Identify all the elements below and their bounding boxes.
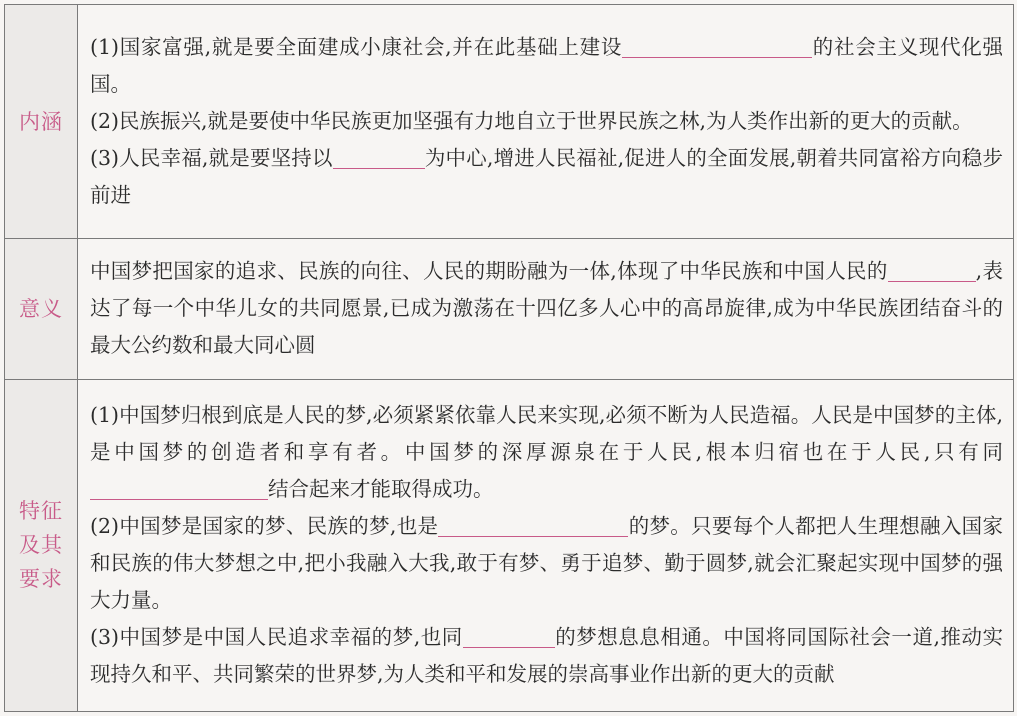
fill-in-blank[interactable] — [888, 259, 976, 282]
item-text: 结合起来才能取得成功。 — [268, 477, 494, 502]
table-row-connotation — [5, 5, 1014, 239]
fill-in-blank[interactable] — [333, 146, 425, 169]
row-label-significance: 意义 — [5, 239, 78, 379]
fill-in-blank[interactable] — [438, 514, 628, 537]
list-item — [90, 140, 1003, 214]
row-label-features-text: 特征及其要求 — [19, 499, 63, 592]
item-text: (1)国家富强,就是要全面建成小康社会,并在此基础上建设 — [90, 35, 623, 60]
item-text: 的梦想息息相通。中国将同国际社会一道,推动实现持久和平、共同繁荣的世界梦,为人类和平和发展的崇高事业作出新的更大的贡献 — [90, 625, 1003, 687]
item-text: 的梦。只要每个人都把人生理想融入国家和民族的伟大梦想之中,把小我融入大我,敢于有梦、勇于追梦、勤于圆梦,就会汇聚起实现中国梦的强大力量。 — [90, 514, 1003, 613]
row-label-features — [5, 379, 78, 711]
fill-in-blank[interactable] — [90, 477, 268, 500]
row-content-significance — [78, 239, 1014, 379]
item-text: (2)中国梦是国家的梦、民族的梦,也是 — [90, 514, 439, 539]
row-content-connotation — [78, 5, 1014, 239]
list-item — [90, 508, 1003, 619]
table-row-significance — [5, 239, 1014, 379]
item-text: 的社会主义现代化强国。 — [90, 35, 1004, 97]
item-text: (3)人民幸福,就是要坚持以 — [90, 146, 333, 171]
item-text: ,表达了每一个中华儿女的共同愿景,已成为激荡在十四亿多人心中的高昂旋律,成为中华民族团结奋斗的最大公约数和最大同心圆 — [90, 259, 1003, 358]
item-text: (3)中国梦是中国人民追求幸福的梦,也同 — [90, 625, 463, 650]
fill-in-blank[interactable] — [463, 625, 555, 648]
fill-in-blank[interactable] — [622, 35, 812, 58]
list-item — [90, 253, 1003, 364]
table-row-features — [5, 379, 1014, 711]
row-label-connotation: 内涵 — [5, 5, 78, 239]
list-item — [90, 397, 1003, 508]
item-text: (1)中国梦归根到底是人民的梦,必须紧紧依靠人民来实现,必须不断为人民造福。人民是中国梦的主体,是中国梦的创造者和享有者。中国梦的深厚源泉在于人民,根本归宿也在于人民,只有同 — [90, 403, 1003, 465]
list-item — [90, 29, 1003, 103]
list-item: (2)民族振兴,就是要使中华民族更加坚强有力地自立于世界民族之林,为人类作出新的更大的贡献。 — [90, 109, 973, 134]
item-text: 为中心,增进人民福祉,促进人的全面发展,朝着共同富裕方向稳步前进 — [90, 146, 1003, 208]
row-content-features — [78, 379, 1014, 711]
chinese-dream-table — [4, 4, 1014, 712]
item-text: 中国梦把国家的追求、民族的向往、人民的期盼融为一体,体现了中华民族和中国人民的 — [90, 259, 888, 284]
list-item — [90, 619, 1003, 693]
